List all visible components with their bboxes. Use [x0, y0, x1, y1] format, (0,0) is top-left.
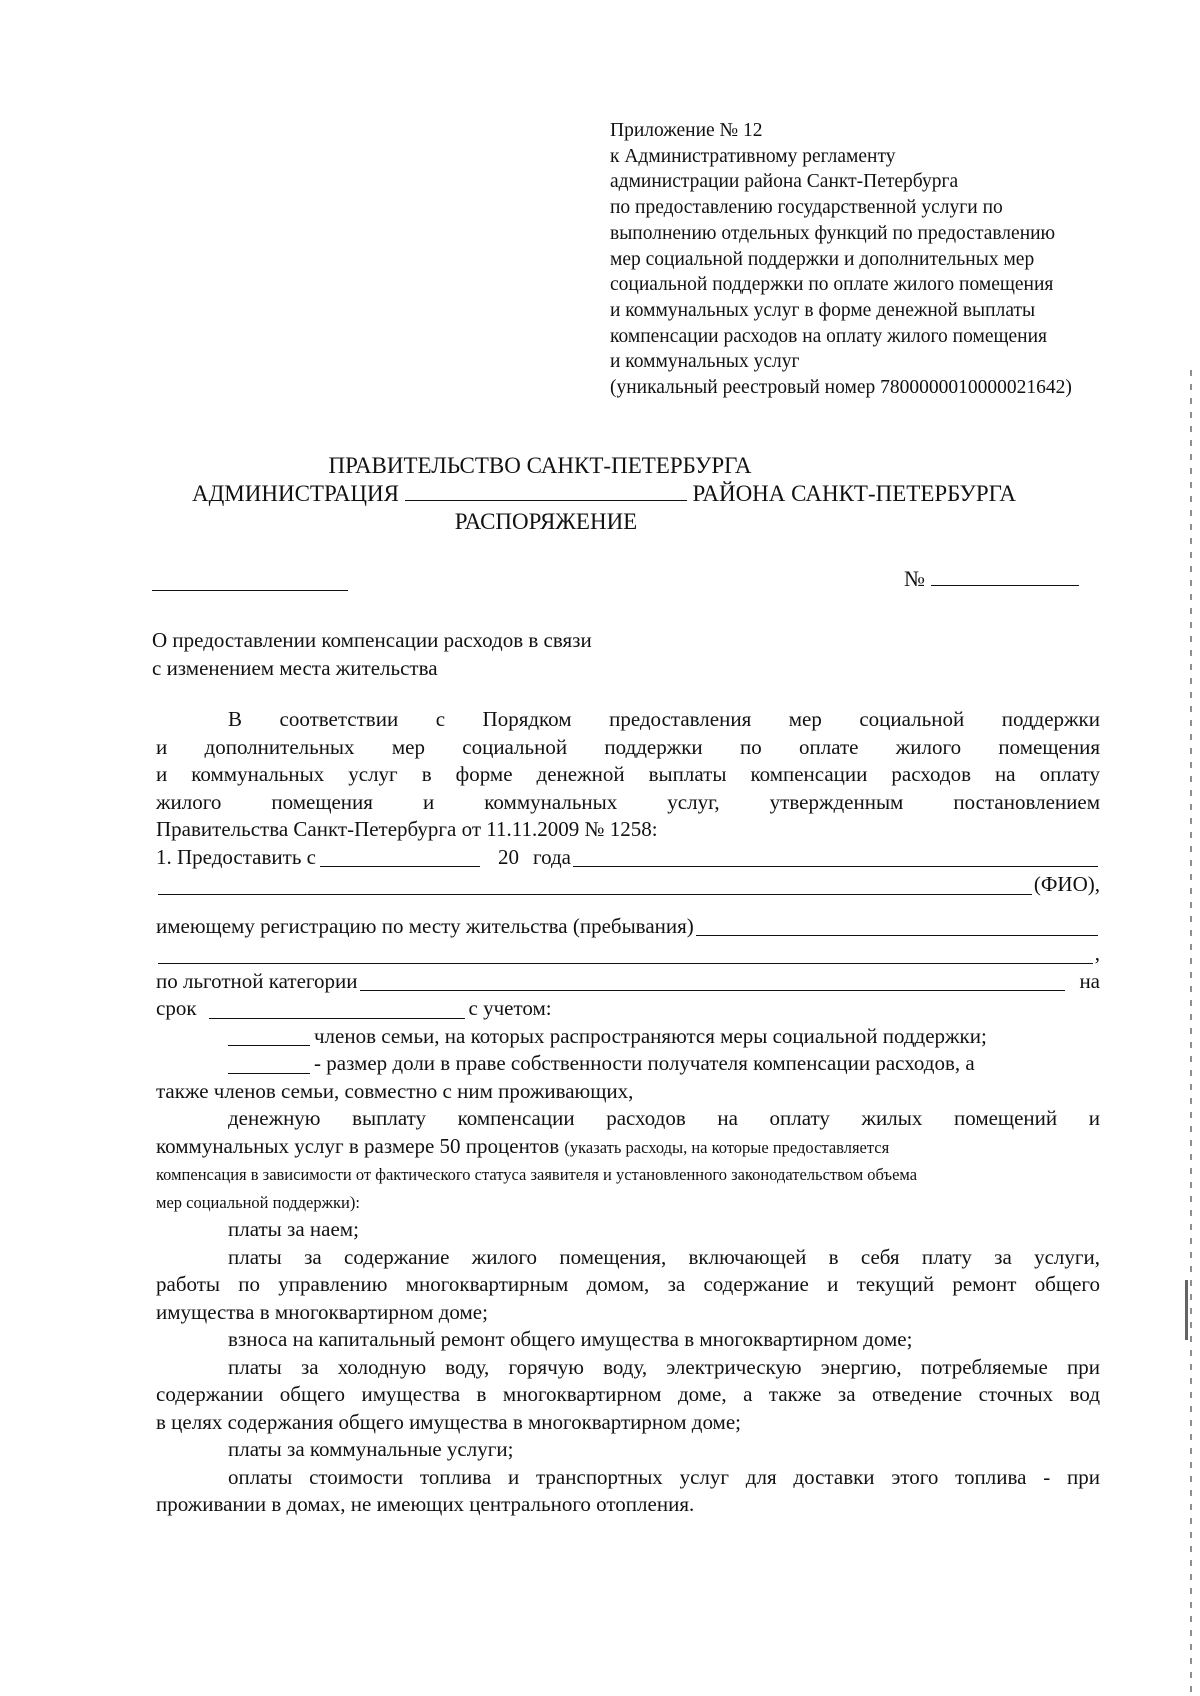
term-label: срок: [156, 996, 197, 1020]
payment-line: [156, 1133, 1100, 1162]
on-label: на: [1079, 968, 1100, 993]
category-row: [156, 968, 1100, 996]
term-row: [156, 995, 1100, 1023]
fio-label: (ФИО),: [1033, 872, 1100, 896]
share-line: также членов семьи, совместно с ним проживающих,: [156, 1078, 634, 1103]
appendix-line: и коммунальных услуг в форме денежной выплаты: [610, 299, 1036, 321]
expense-utilities: платы за коммунальные услуги;: [228, 1437, 514, 1461]
appendix-line: к Административному регламенту: [610, 145, 896, 167]
appendix-line: выполнению отдельных функций по предоставлению: [610, 222, 1056, 244]
year-prefix: 20: [497, 844, 519, 869]
recipient-blank[interactable]: [573, 846, 1098, 867]
number-blank[interactable]: [931, 567, 1079, 586]
appendix-line: администрации района Санкт-Петербурга: [610, 171, 959, 193]
fio-blank[interactable]: [158, 874, 1032, 895]
category-blank[interactable]: [360, 970, 1066, 991]
preamble-line: В соответствии с Порядком предоставления мер социальной поддержки: [228, 707, 1100, 731]
expense-utilities-common-line: в целях содержания общего имущества в многоквартирном доме;: [156, 1409, 742, 1434]
provide-row: [156, 844, 1100, 872]
registration-row: [156, 913, 1100, 941]
registration-blank[interactable]: [696, 915, 1098, 936]
considering-label: с учетом:: [468, 996, 552, 1020]
appendix-line: Приложение № 12: [610, 120, 763, 141]
government-title: ПРАВИТЕЛЬСТВО САНКТ-ПЕТЕРБУРГА: [328, 453, 752, 478]
share-label: - размер доли в праве собственности получателя компенсации расходов, а: [314, 1051, 975, 1075]
payment-note: (указать расходы, на которые предоставляется: [564, 1137, 890, 1157]
fio-row: [156, 871, 1100, 899]
expense-utilities-common-line: платы за холодную воду, горячую воду, электрическую энергию, потребляемые при: [228, 1354, 1100, 1379]
provide-label: 1. Предоставить с: [156, 844, 316, 869]
registration-label: имеющему регистрацию по месту жительства (пребывания): [156, 913, 694, 938]
appendix-line: мер социальной поддержки и дополнительных мер: [610, 248, 1035, 270]
registration-cont-row: [156, 940, 1100, 968]
payment-main: коммунальных услуг в размере 50 процентов: [156, 1133, 560, 1158]
subject-line: с изменением места жительства: [152, 656, 438, 680]
administration-title: [192, 480, 1016, 508]
preamble-line: жилого помещения и коммунальных услуг, утвержденным постановлением: [156, 789, 1100, 814]
admin-prefix: АДМИНИСТРАЦИЯ: [192, 481, 399, 506]
expense-fuel-line: оплаты стоимости топлива и транспортных услуг для доставки этого топлива - при: [228, 1464, 1100, 1489]
decree-number: [904, 566, 1079, 592]
date-blank[interactable]: [152, 590, 348, 591]
expense-maintenance-line: работы по управлению многоквартирным домом, за содержание и текущий ремонт общего: [156, 1272, 1100, 1296]
appendix-line: и коммунальных услуг: [610, 351, 800, 373]
registration-blank-2[interactable]: [158, 943, 1093, 964]
comma: ,: [1094, 941, 1100, 965]
payment-line: денежную выплату компенсации расходов на оплату жилых помещений и: [228, 1106, 1100, 1130]
decree-title: РАСПОРЯЖЕНИЕ: [454, 509, 638, 534]
expense-maintenance-line: платы за содержание жилого помещения, включающей в себя плату за услуги,: [228, 1244, 1100, 1269]
expense-capital-repair: взноса на капитальный ремонт общего имущества в многоквартирном доме;: [228, 1327, 913, 1351]
preamble-line: и коммунальных услуг в форме денежной выплаты компенсации расходов на оплату: [156, 762, 1100, 786]
share-blank[interactable]: [228, 1053, 310, 1074]
number-sign: №: [904, 566, 925, 591]
family-label: членов семьи, на которых распространяются меры социальной поддержки;: [314, 1023, 987, 1048]
admin-suffix: РАЙОНА САНКТ-ПЕТЕРБУРГА: [692, 481, 1017, 506]
payment-note-line: мер социальной поддержки):: [156, 1192, 360, 1212]
expense-maintenance-line: имущества в многоквартирном доме;: [156, 1299, 488, 1324]
preamble-line: Правительства Санкт-Петербурга от 11.11.2009 № 1258:: [156, 817, 658, 841]
start-date-blank[interactable]: [320, 846, 480, 867]
appendix-block: [610, 118, 1150, 401]
expense-rent: платы за наем;: [228, 1217, 359, 1241]
category-label: по льготной категории: [156, 968, 358, 993]
payment-note-line: компенсация в зависимости от фактического статуса заявителя и установленного законодательством объема: [156, 1165, 918, 1184]
appendix-line: компенсации расходов на оплату жилого помещения: [610, 325, 1047, 347]
scan-edge-mark: [1185, 1280, 1188, 1340]
family-count-blank[interactable]: [228, 1025, 310, 1046]
year-word: года: [532, 844, 571, 869]
decree-body: [156, 706, 1100, 1519]
scan-edge-artifact: [1190, 370, 1192, 1696]
family-row: [156, 1023, 1100, 1051]
subject-line: О предоставлении компенсации расходов в связи: [152, 628, 592, 652]
appendix-line: по предоставлению государственной услуги по: [610, 197, 1003, 219]
share-row: [156, 1050, 1100, 1078]
appendix-line: социальной поддержки по оплате жилого помещения: [610, 274, 1054, 296]
expense-fuel-line: проживании в домах, не имеющих центрального отопления.: [156, 1492, 695, 1516]
expense-utilities-common-line: содержании общего имущества в многоквартирном доме, а также за отведение сточных вод: [156, 1382, 1100, 1406]
decree-subject: [152, 626, 592, 682]
preamble-line: и дополнительных мер социальной поддержки по оплате жилого помещения: [156, 734, 1100, 759]
term-blank[interactable]: [209, 998, 465, 1019]
appendix-line: (уникальный реестровый номер 7800000010000021642): [610, 377, 1072, 399]
district-blank[interactable]: [405, 480, 687, 501]
